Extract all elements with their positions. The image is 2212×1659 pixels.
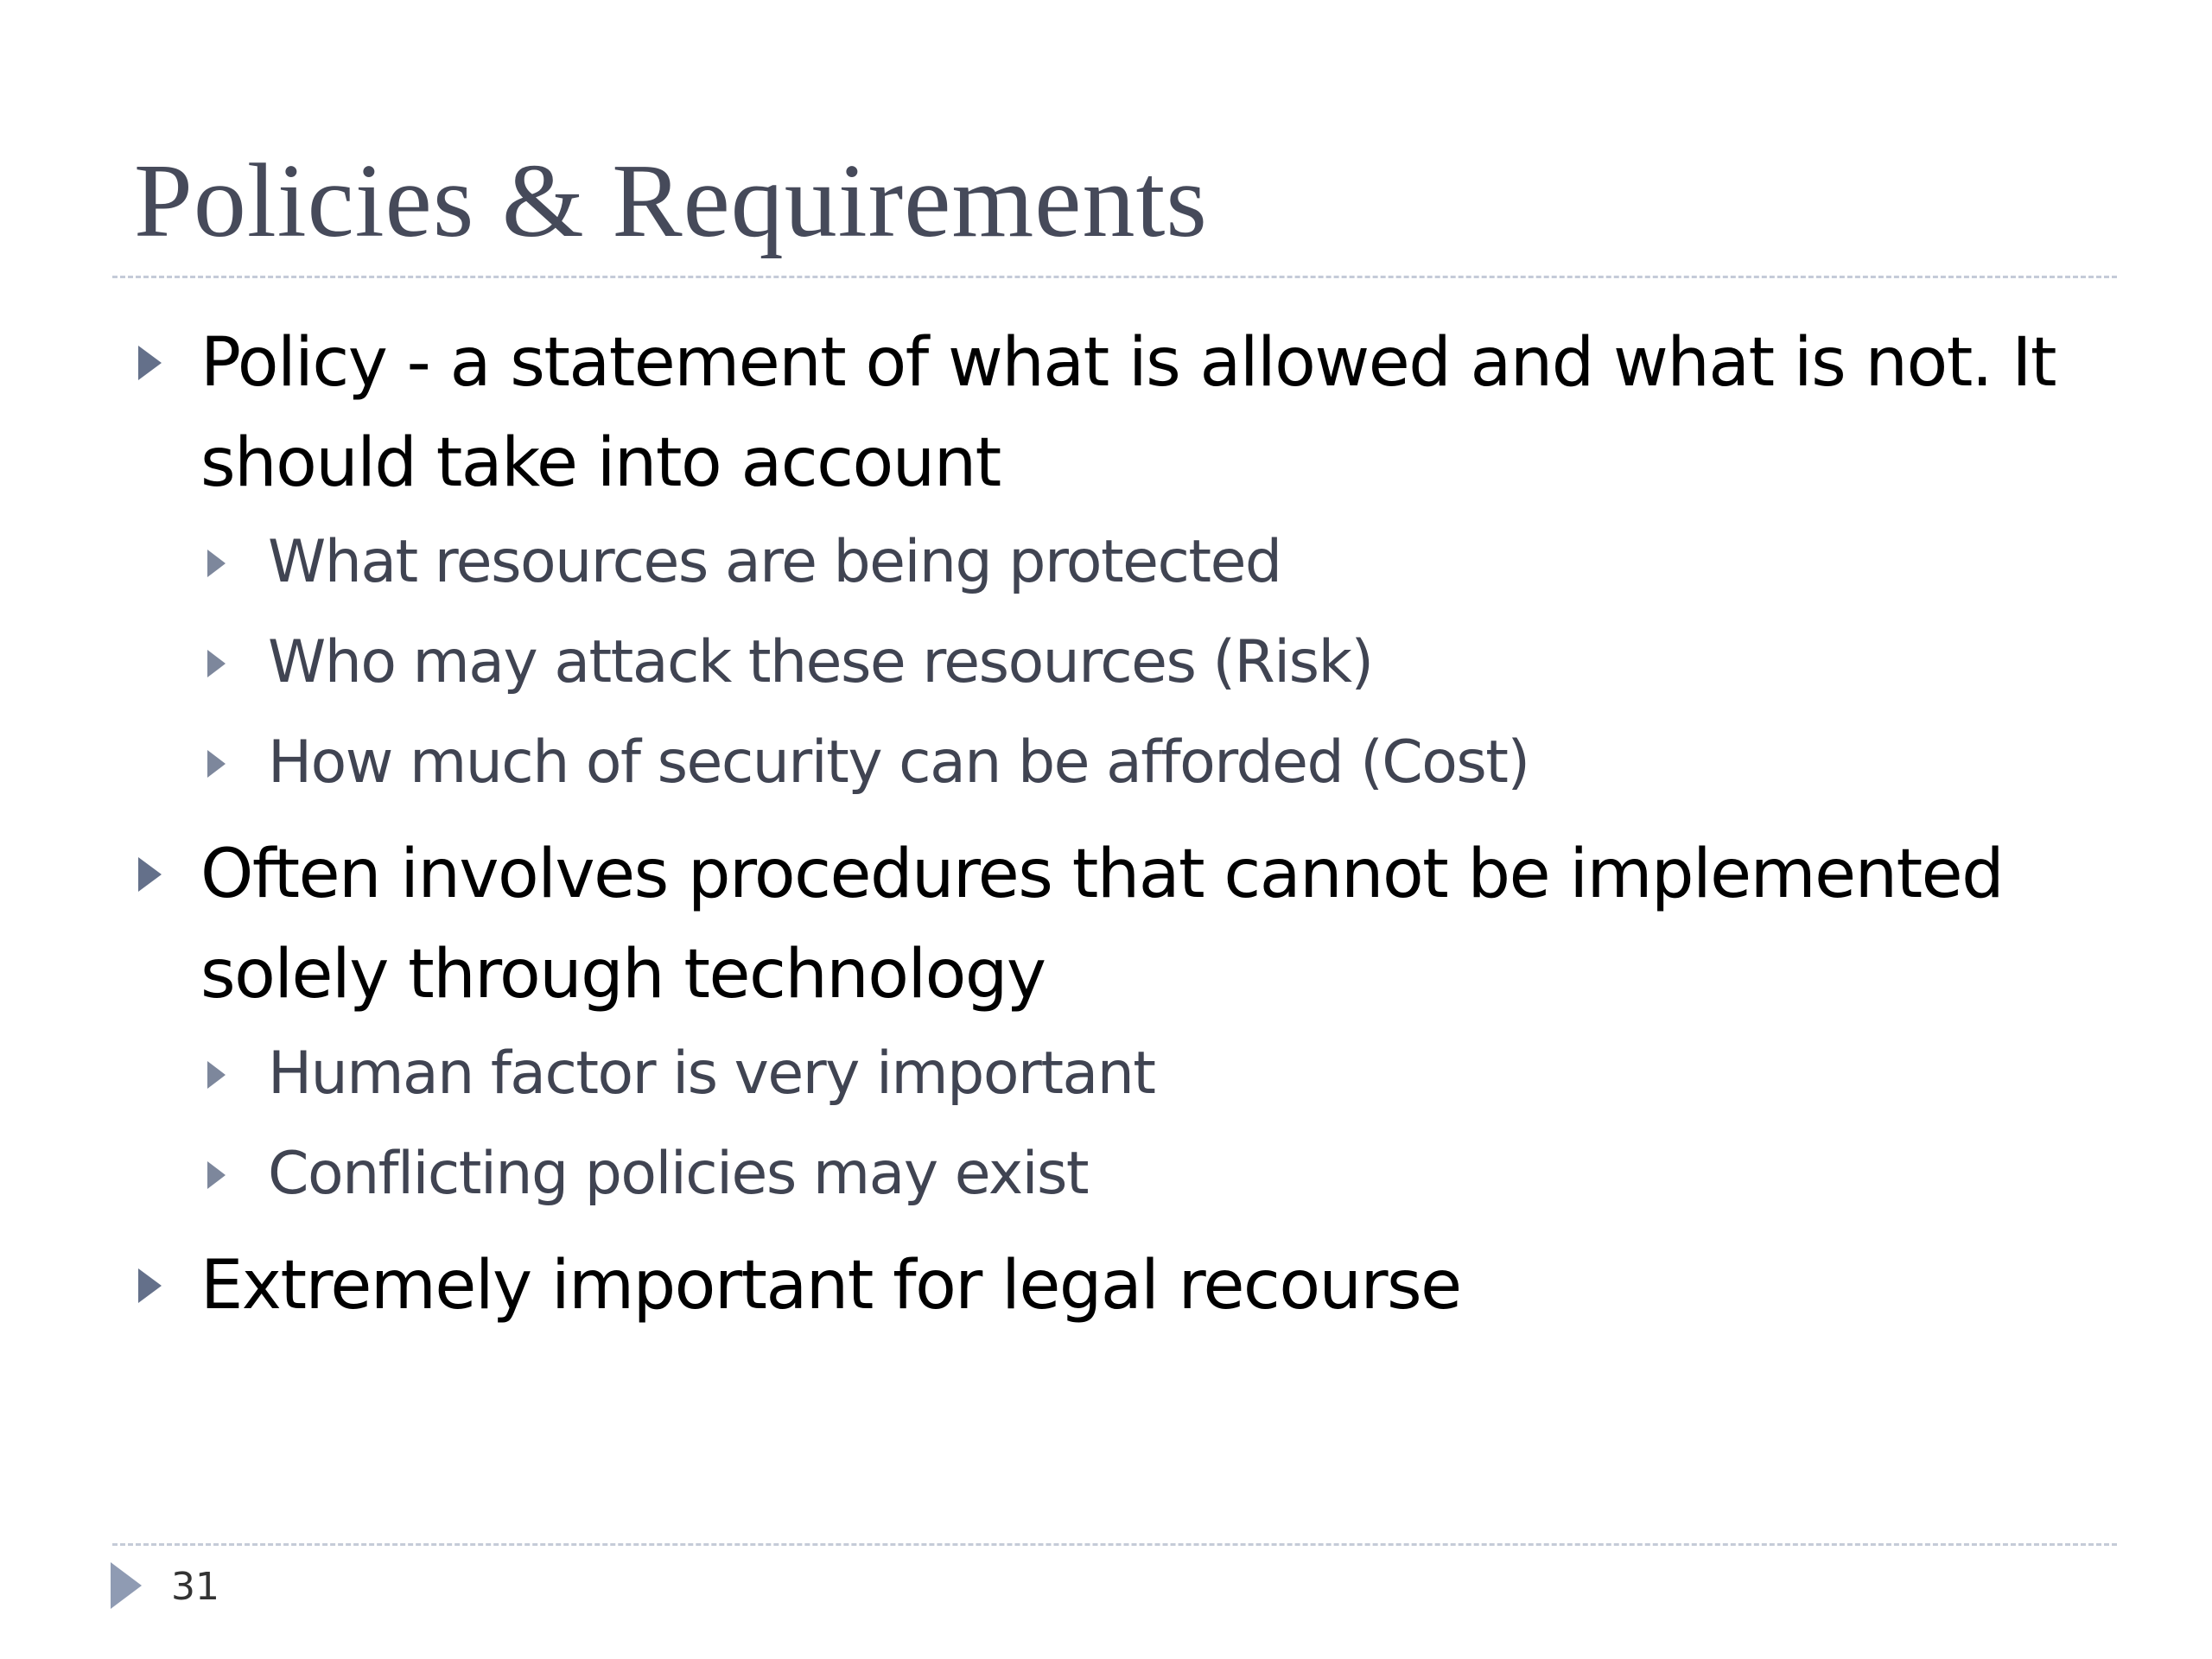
footer-triangle-icon: [111, 1562, 142, 1609]
sub-bullet-text: Human factor is very important: [268, 1039, 1155, 1108]
page-number: 31: [171, 1565, 219, 1609]
small-triangle-bullet-icon: [207, 750, 226, 778]
sub-bullet-text: What resources are being protected: [268, 528, 1281, 596]
triangle-bullet-icon: [138, 346, 162, 380]
sub-bullet-text: How much of security can be afforded (Cost): [268, 728, 1529, 797]
small-triangle-bullet-icon: [207, 1161, 226, 1189]
sub-bullet-text: Conflicting policies may exist: [268, 1140, 1089, 1208]
slide-title: Policies & Requirements: [134, 143, 1208, 259]
triangle-bullet-icon: [138, 857, 162, 892]
sub-bullet-text: Who may attack these resources (Risk): [268, 628, 1373, 696]
footer-divider: [112, 1543, 2117, 1546]
title-divider: [112, 276, 2117, 278]
triangle-bullet-icon: [138, 1268, 162, 1303]
bullet-text-line: Extremely important for legal recourse: [200, 1247, 1461, 1325]
small-triangle-bullet-icon: [207, 1061, 226, 1089]
bullet-text-line: Policy - a statement of what is allowed and what is not. It: [200, 324, 2056, 402]
bullet-text-line: solely through technology: [200, 936, 1046, 1014]
bullet-text-line: should take into account: [200, 424, 1001, 502]
bullet-text-line: Often involves procedures that cannot be implemented: [200, 836, 2004, 913]
small-triangle-bullet-icon: [207, 550, 226, 577]
small-triangle-bullet-icon: [207, 650, 226, 677]
